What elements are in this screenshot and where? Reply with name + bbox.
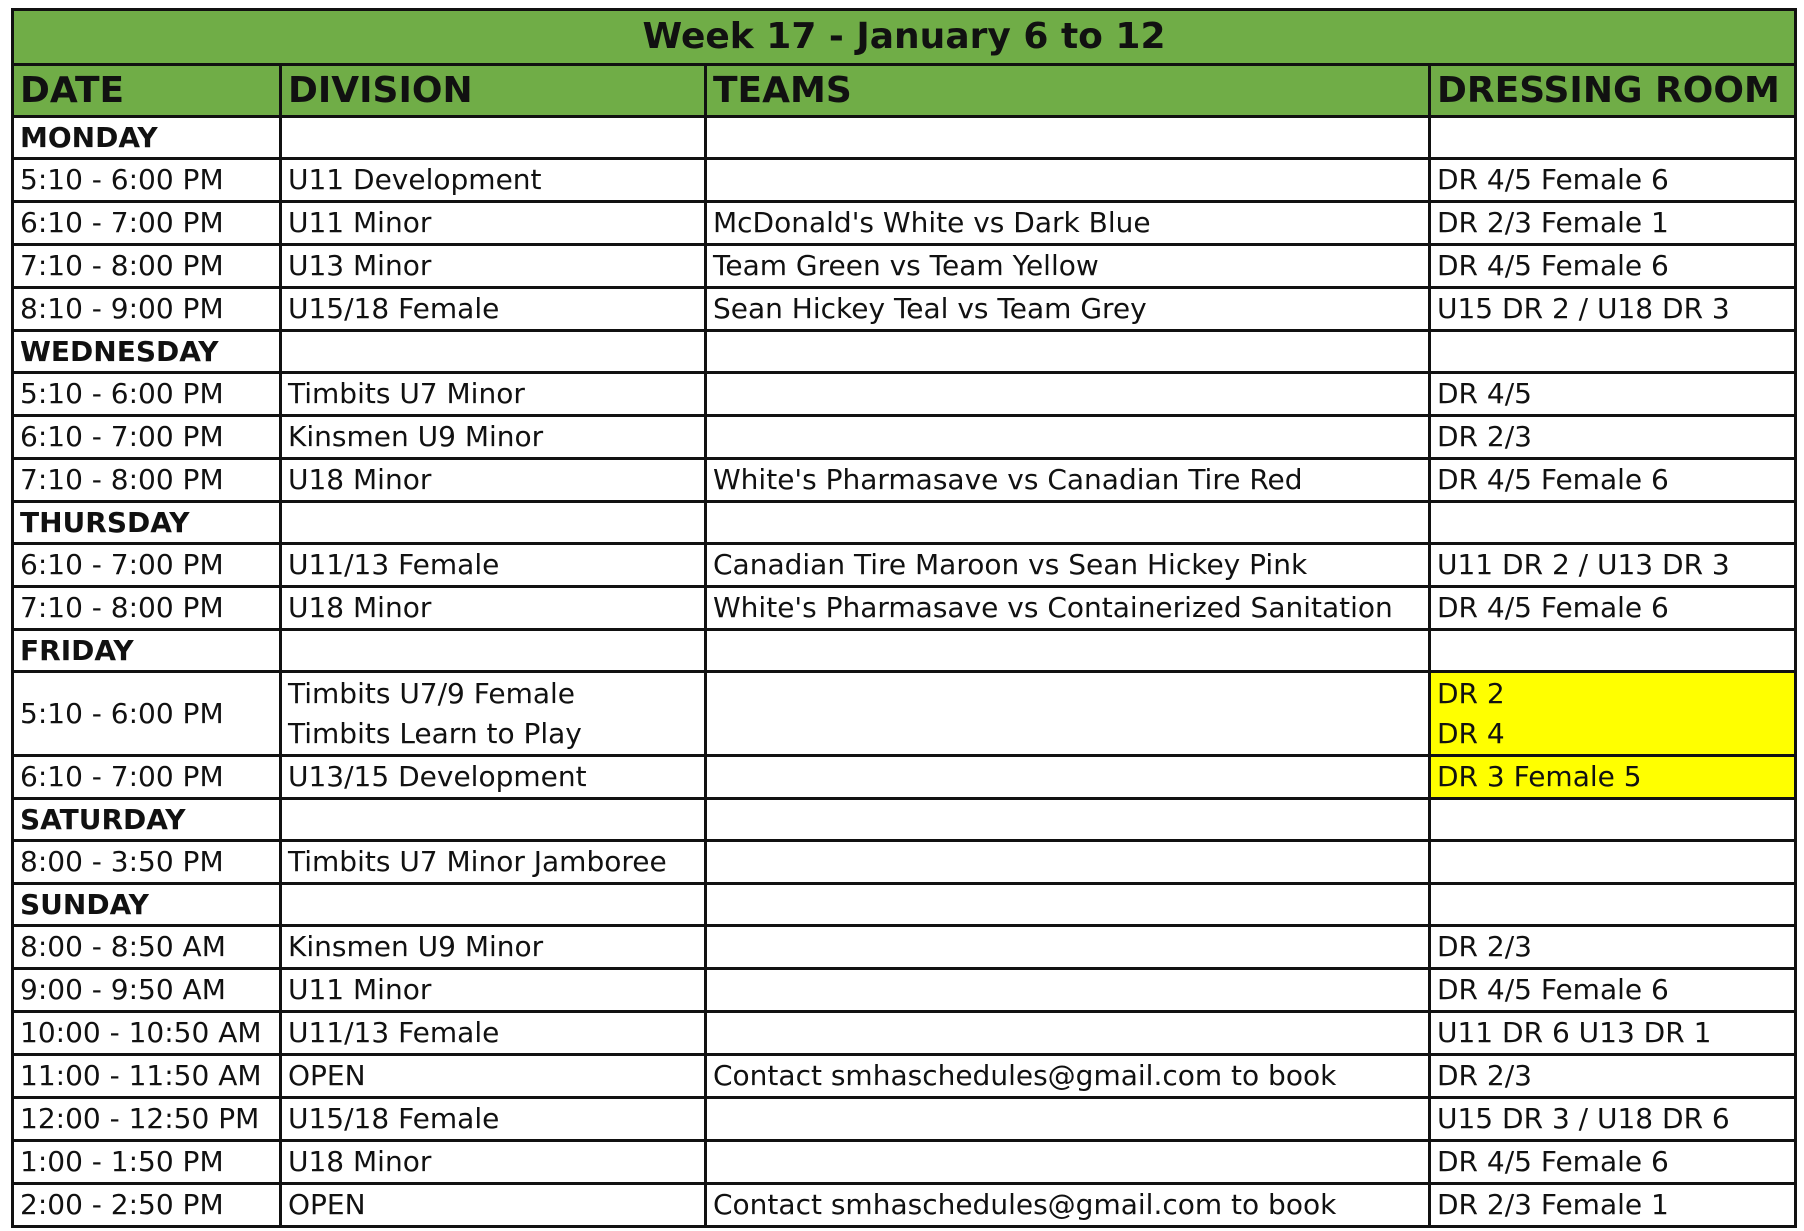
dressing-room-cell: [1430, 117, 1796, 159]
table-row: [13, 373, 1796, 416]
table-row: [13, 841, 1796, 884]
division-label: U11 Development: [288, 163, 542, 196]
division-label: U18 Minor: [288, 591, 432, 624]
teams-cell: [706, 926, 1430, 969]
division-cell: [281, 1141, 706, 1184]
dressing-room-cell: [1430, 587, 1796, 630]
dressing-room-label: U11 DR 2 / U13 DR 3: [1437, 548, 1730, 581]
day-label: WEDNESDAY: [13, 331, 281, 373]
dressing-room-label: DR 4/5 Female 6: [1437, 1145, 1669, 1178]
dressing-room-label: U15 DR 3 / U18 DR 6: [1437, 1102, 1730, 1135]
division-cell: [281, 630, 706, 672]
table-row: [13, 159, 1796, 202]
dressing-room-cell: [1430, 799, 1796, 841]
division-cell: [281, 159, 706, 202]
division-cell: [281, 1184, 706, 1227]
dressing-room-label: DR 4/5: [1437, 377, 1532, 410]
dressing-room-label: DR 4/5 Female 6: [1437, 591, 1669, 624]
dressing-room-label: DR 2/3: [1437, 930, 1532, 963]
day-header-row: [13, 630, 1796, 672]
table-row: [13, 288, 1796, 331]
dressing-room-cell: [1430, 630, 1796, 672]
division-cell: [281, 884, 706, 926]
division-cell: [281, 587, 706, 630]
division-label: OPEN: [288, 1059, 366, 1092]
table-row: [13, 587, 1796, 630]
dressing-room-cell: [1430, 1184, 1796, 1227]
teams-cell: [706, 117, 1430, 159]
dressing-room-cell: [1430, 331, 1796, 373]
time-cell: 9:00 - 9:50 AM: [13, 969, 281, 1012]
division-label: U18 Minor: [288, 1145, 432, 1178]
division-label: Timbits U7 Minor Jamboree: [288, 845, 667, 878]
division-label: U18 Minor: [288, 463, 432, 496]
time-cell: 11:00 - 11:50 AM: [13, 1055, 281, 1098]
day-header-row: [13, 799, 1796, 841]
table-row: [13, 416, 1796, 459]
time-cell: 8:00 - 8:50 AM: [13, 926, 281, 969]
day-header-row: [13, 331, 1796, 373]
time-cell: 8:10 - 9:00 PM: [13, 288, 281, 331]
division-label: Kinsmen U9 Minor: [288, 930, 544, 963]
dressing-room-cell: [1430, 245, 1796, 288]
dressing-room-label: DR 4/5 Female 6: [1437, 163, 1669, 196]
division-cell: [281, 459, 706, 502]
day-label: SATURDAY: [13, 799, 281, 841]
division-cell: [281, 331, 706, 373]
dressing-room-cell: [1430, 672, 1796, 756]
teams-cell: [706, 331, 1430, 373]
day-label: MONDAY: [13, 117, 281, 159]
column-header-date: DATE: [13, 65, 281, 117]
day-label: THURSDAY: [13, 502, 281, 544]
division-label: Timbits U7/9 Female: [288, 676, 576, 710]
time-cell: 6:10 - 7:00 PM: [13, 544, 281, 587]
table-row: [13, 1141, 1796, 1184]
teams-cell: [706, 969, 1430, 1012]
teams-cell: Canadian Tire Maroon vs Sean Hickey Pink: [706, 544, 1430, 587]
teams-cell: White's Pharmasave vs Canadian Tire Red: [706, 459, 1430, 502]
dressing-room-label: DR 2/3: [1437, 420, 1532, 453]
dressing-room-cell: [1430, 969, 1796, 1012]
dressing-room-label: DR 4: [1437, 716, 1505, 750]
division-cell: [281, 672, 706, 756]
dressing-room-label: U15 DR 2 / U18 DR 3: [1437, 292, 1730, 325]
division-label: U11 Minor: [288, 973, 432, 1006]
dressing-room-cell: [1430, 459, 1796, 502]
header-row: [13, 65, 1796, 117]
dressing-room-cell: [1430, 544, 1796, 587]
time-cell: 7:10 - 8:00 PM: [13, 459, 281, 502]
teams-cell: [706, 502, 1430, 544]
week-title: Week 17 - January 6 to 12: [13, 10, 1796, 65]
table-row: [13, 459, 1796, 502]
division-label: U15/18 Female: [288, 292, 500, 325]
dressing-room-cell: [1430, 202, 1796, 245]
dressing-room-cell: [1430, 1055, 1796, 1098]
table-row: [13, 544, 1796, 587]
column-header-teams: TEAMS: [706, 65, 1430, 117]
table-row: [13, 245, 1796, 288]
schedule-table: [11, 8, 1797, 1228]
teams-cell: Sean Hickey Teal vs Team Grey: [706, 288, 1430, 331]
time-cell: 6:10 - 7:00 PM: [13, 416, 281, 459]
table-row: [13, 1098, 1796, 1141]
table-row: [13, 969, 1796, 1012]
division-cell: [281, 1012, 706, 1055]
column-header-dressing-room: DRESSING ROOM: [1430, 65, 1796, 117]
division-label: U11/13 Female: [288, 548, 500, 581]
division-cell: [281, 117, 706, 159]
dressing-room-label: DR 3 Female 5: [1437, 760, 1642, 793]
day-header-row: [13, 117, 1796, 159]
column-header-division: DIVISION: [281, 65, 706, 117]
teams-cell: [706, 630, 1430, 672]
division-label: U11/13 Female: [288, 1016, 500, 1049]
teams-cell: [706, 373, 1430, 416]
division-cell: [281, 926, 706, 969]
division-cell: [281, 841, 706, 884]
schedule-sheet: [11, 8, 1794, 1228]
teams-cell: [706, 416, 1430, 459]
dressing-room-cell: [1430, 756, 1796, 799]
dressing-room-label: U11 DR 6 U13 DR 1: [1437, 1016, 1712, 1049]
teams-cell: [706, 884, 1430, 926]
day-header-row: [13, 884, 1796, 926]
time-cell: 5:10 - 6:00 PM: [13, 373, 281, 416]
teams-cell: [706, 1141, 1430, 1184]
dressing-room-cell: [1430, 502, 1796, 544]
teams-cell: [706, 672, 1430, 756]
teams-cell: [706, 841, 1430, 884]
time-cell: 6:10 - 7:00 PM: [13, 202, 281, 245]
teams-cell: White's Pharmasave vs Containerized Sanitation: [706, 587, 1430, 630]
dressing-room-label: DR 4/5 Female 6: [1437, 973, 1669, 1006]
dressing-room-cell: [1430, 373, 1796, 416]
dressing-room-label: DR 2: [1437, 676, 1505, 710]
division-cell: [281, 416, 706, 459]
division-cell: [281, 799, 706, 841]
teams-cell: [706, 159, 1430, 202]
teams-cell: [706, 1012, 1430, 1055]
division-label: U11 Minor: [288, 206, 432, 239]
day-label: SUNDAY: [13, 884, 281, 926]
dressing-room-cell: [1430, 416, 1796, 459]
division-cell: [281, 502, 706, 544]
division-label: U13/15 Development: [288, 760, 587, 793]
dressing-room-label: DR 2/3: [1437, 1059, 1532, 1092]
table-row: [13, 202, 1796, 245]
time-cell: 12:00 - 12:50 PM: [13, 1098, 281, 1141]
division-cell: [281, 1098, 706, 1141]
time-cell: 2:00 - 2:50 PM: [13, 1184, 281, 1227]
dressing-room-cell: [1430, 288, 1796, 331]
title-row: [13, 10, 1796, 65]
dressing-room-cell: [1430, 841, 1796, 884]
dressing-room-cell: [1430, 926, 1796, 969]
table-row: [13, 926, 1796, 969]
schedule-body: [13, 10, 1796, 1227]
dressing-room-cell: [1430, 159, 1796, 202]
time-cell: 7:10 - 8:00 PM: [13, 587, 281, 630]
division-cell: [281, 288, 706, 331]
dressing-room-cell: [1430, 1012, 1796, 1055]
day-header-row: [13, 502, 1796, 544]
time-cell: 1:00 - 1:50 PM: [13, 1141, 281, 1184]
dressing-room-label: DR 2/3 Female 1: [1437, 206, 1669, 239]
dressing-room-label: DR 2/3 Female 1: [1437, 1188, 1669, 1221]
teams-cell: [706, 799, 1430, 841]
division-cell: [281, 373, 706, 416]
dressing-room-cell: [1430, 1141, 1796, 1184]
table-row: [13, 672, 1796, 756]
division-label: Timbits U7 Minor: [288, 377, 525, 410]
day-label: FRIDAY: [13, 630, 281, 672]
time-cell: 8:00 - 3:50 PM: [13, 841, 281, 884]
teams-cell: Contact smhaschedules@gmail.com to book: [706, 1055, 1430, 1098]
division-label: Timbits Learn to Play: [288, 716, 582, 750]
table-row: [13, 1055, 1796, 1098]
division-label: OPEN: [288, 1188, 366, 1221]
division-cell: [281, 245, 706, 288]
division-label: U13 Minor: [288, 249, 432, 282]
teams-cell: [706, 1098, 1430, 1141]
table-row: [13, 1184, 1796, 1227]
division-cell: [281, 202, 706, 245]
division-label: U15/18 Female: [288, 1102, 500, 1135]
teams-cell: Team Green vs Team Yellow: [706, 245, 1430, 288]
table-row: [13, 756, 1796, 799]
dressing-room-label: DR 4/5 Female 6: [1437, 249, 1669, 282]
time-cell: 6:10 - 7:00 PM: [13, 756, 281, 799]
dressing-room-label: DR 4/5 Female 6: [1437, 463, 1669, 496]
division-cell: [281, 969, 706, 1012]
dressing-room-cell: [1430, 1098, 1796, 1141]
teams-cell: Contact smhaschedules@gmail.com to book: [706, 1184, 1430, 1227]
table-row: [13, 1012, 1796, 1055]
time-cell: 5:10 - 6:00 PM: [13, 159, 281, 202]
division-cell: [281, 1055, 706, 1098]
time-cell: 5:10 - 6:00 PM: [13, 672, 281, 756]
division-label: Kinsmen U9 Minor: [288, 420, 544, 453]
division-cell: [281, 756, 706, 799]
dressing-room-cell: [1430, 884, 1796, 926]
teams-cell: [706, 756, 1430, 799]
time-cell: 7:10 - 8:00 PM: [13, 245, 281, 288]
teams-cell: McDonald's White vs Dark Blue: [706, 202, 1430, 245]
division-cell: [281, 544, 706, 587]
time-cell: 10:00 - 10:50 AM: [13, 1012, 281, 1055]
